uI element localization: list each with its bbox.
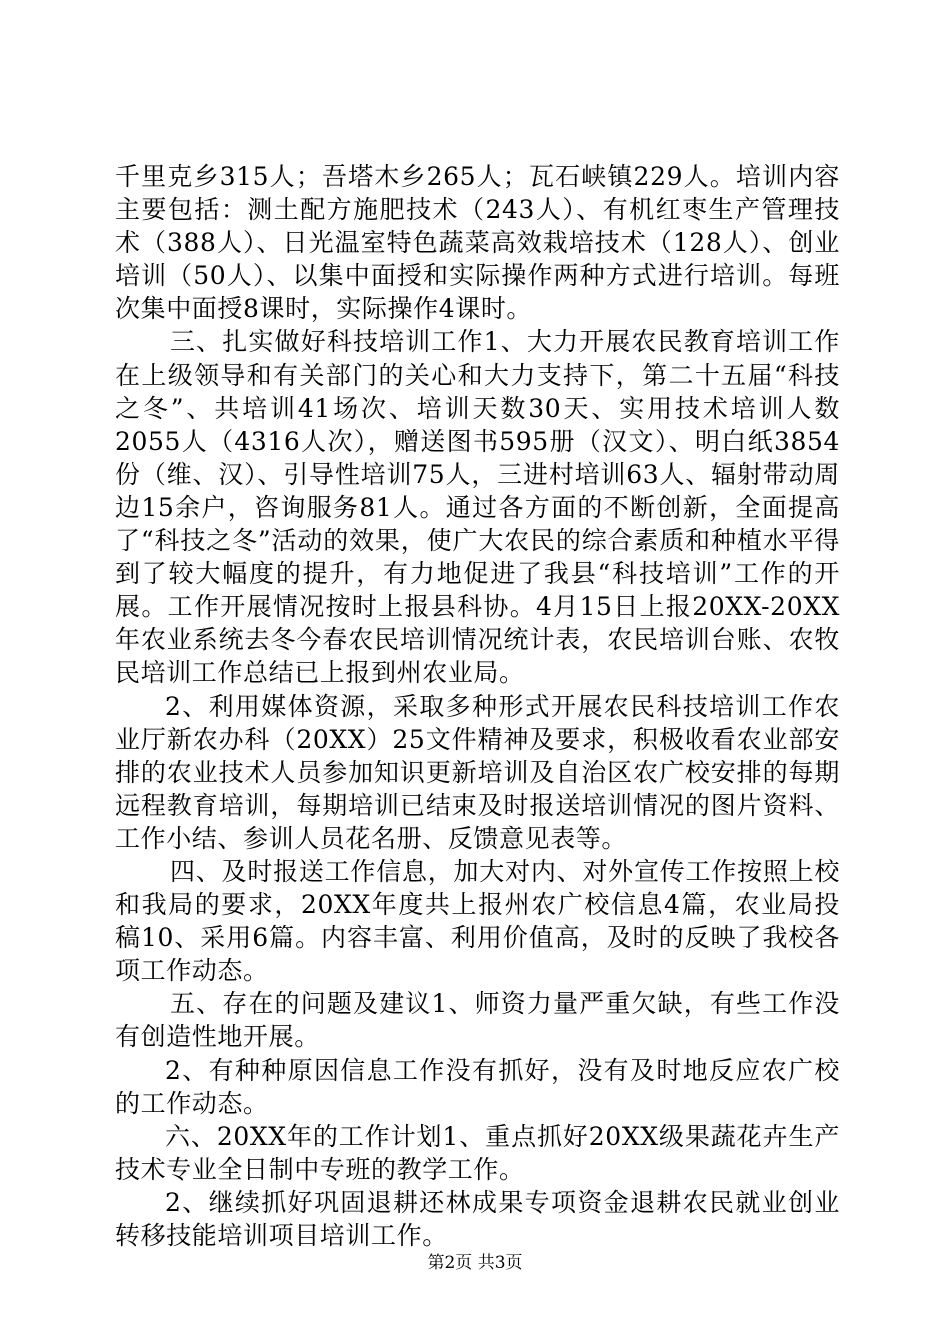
page-footer: 第2页 共3页 bbox=[427, 1253, 523, 1273]
paragraph-6: 2、有种种原因信息工作没有抓好，没有及时地反应农广校的工作动态。 bbox=[115, 1055, 840, 1118]
paragraph-2: 三、扎实做好科技培训工作1、大力开展农民教育培训工作在上级领导和有关部门的关心和大力支持下，第二十五届“科技之冬”、共培训41场次、培训天数30天、实用技术培训人数2055人（4316人次），赠送图书595册（汉文）、明白纸3854份（维、汉）、引导性培训75人，三进村培训63人、辐射带动周边15余户，咨询服务81人。通过各方面的不断创新，全面提高了“科技之冬”活动的效果，使广大农民的综合素质和种植水平得到了较大幅度的提升，有力地促进了我县“科技培训”工作的开展。工作开展情况按时上报县科协。4月15日上报20XX-20XX年农业系统去冬今春农民培训情况统计表，农民培训台账、农牧民培训工作总结已上报到州农业局。 bbox=[115, 327, 840, 688]
paragraph-1: 千里克乡315人；吾塔木乡265人；瓦石峡镇229人。培训内容主要包括：测土配方施肥技术（243人）、有机红枣生产管理技术（388人）、日光温室特色蔬菜高效栽培技术（128人）、创业培训（50人）、以集中面授和实际操作两种方式进行培训。每班次集中面授8课时，实际操作4课时。 bbox=[115, 162, 840, 324]
paragraph-4: 四、及时报送工作信息，加大对内、对外宣传工作按照上校和我局的要求，20XX年度共上报州农广校信息4篇，农业局投稿10、采用6篇。内容丰富、利用价值高，及时的反映了我校各项工作动态。 bbox=[115, 856, 840, 986]
document-body bbox=[115, 160, 840, 1252]
paragraph-7: 六、20XX年的工作计划1、重点抓好20XX级果蔬花卉生产技术专业全日制中专班的教学工作。 bbox=[115, 1121, 840, 1184]
paragraph-8: 2、继续抓好巩固退耕还林成果专项资金退耕农民就业创业转移技能培训项目培训工作。 bbox=[115, 1187, 840, 1250]
paragraph-5: 五、存在的问题及建议1、师资力量严重欠缺，有些工作没有创造性地开展。 bbox=[115, 989, 840, 1052]
paragraph-3: 2、利用媒体资源，采取多种形式开展农民科技培训工作农业厅新农办科（20XX）25文件精神及要求，积极收看农业部安排的农业技术人员参加知识更新培训及自治区农广校安排的每期远程教育培训，每期培训已结束及时报送培训情况的图片资料、工作小结、参训人员花名册、反馈意见表等。 bbox=[115, 691, 840, 853]
